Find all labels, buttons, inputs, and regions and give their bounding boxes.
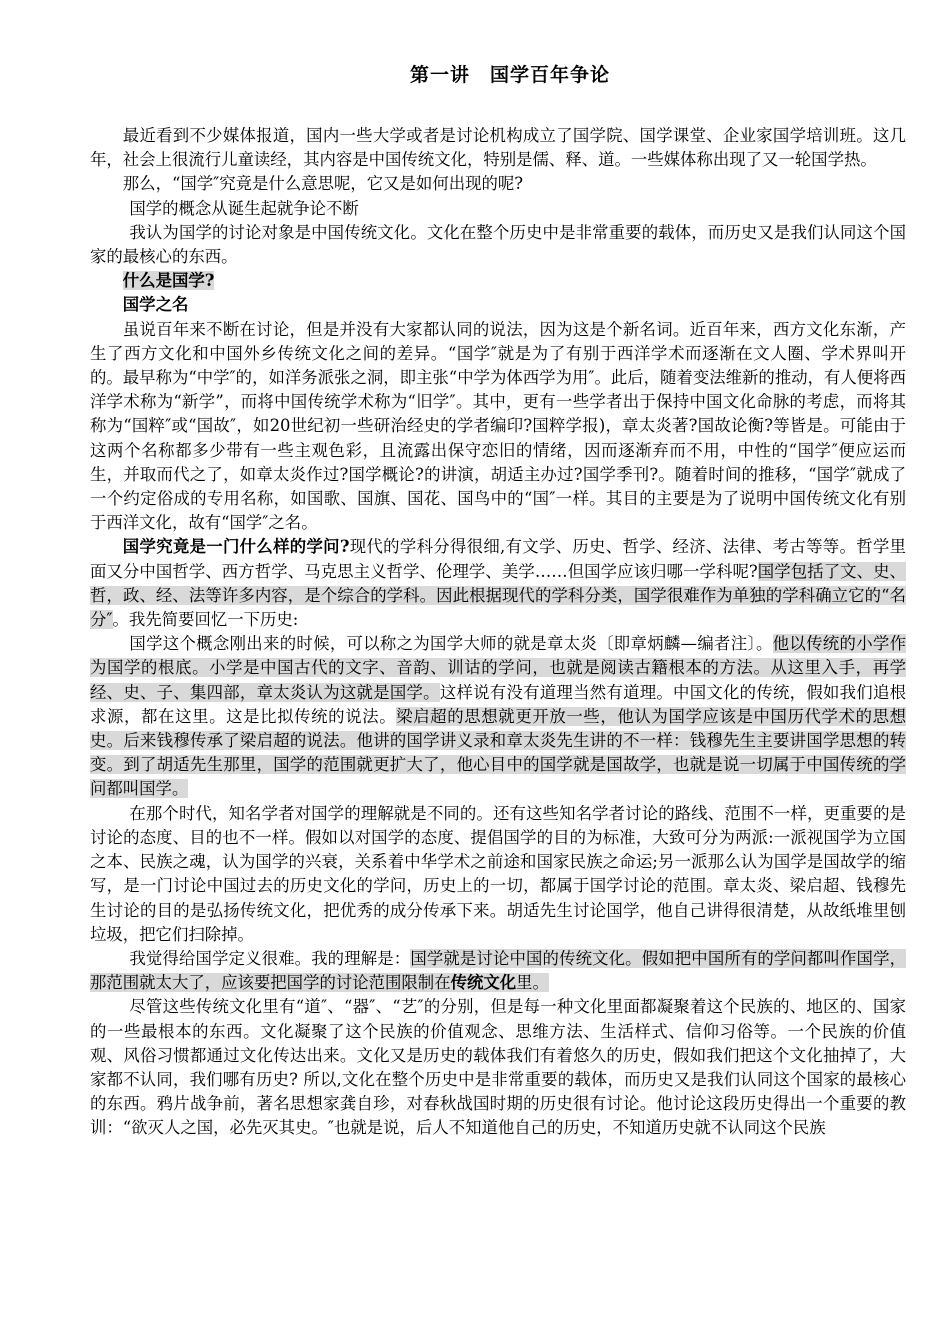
paragraph-6-text-a: 现代的学科分得很细,有文学、历史、哲学、经济、法律、考古等等。哲学里面又分中国哲学、西方哲学、马克思主义哲学、伦理学、美学……但国学应该归哪一学科呢? (90, 537, 906, 581)
section-heading-text: 什么是国学? (122, 271, 215, 291)
paragraph-8: 在那个时代，知名学者对国学的理解就是不同的。还有这些知名学者讨论的路线、范围不一样，更重要的是讨论的态度、目的也不一样。假如以对国学的态度、提倡国学的目的为标准，大致可分为两派:一派视国学为立国之本、民族之魂，认为国学的兴衰，关系着中华学术之前途和国家民族之命运;另一派那么认为国学是国故学的缩写，是一门讨论中国过去的历史文化的学问，历史上的一切，都属于国学讨论的范围。章太炎、梁启超、钱穆先生讨论的目的是弘扬传统文化，把优秀的成分传承下来。胡适先生讨论国学，他自己讲得很清楚，从故纸堆里刨垃圾，把它们扫除掉。 (90, 803, 906, 944)
paragraph-6-lead: 国学究竟是一门什么样的学问? (122, 537, 350, 557)
paragraph-1: 最近看到不少媒体报道，国内一些大学或者是讨论机构成立了国学院、国学课堂、企业家国学培训班。这几年，社会上很流行儿童读经，其内容是中国传统文化，特别是儒、释、道。一些媒体称出现了又一轮国学热。 (90, 126, 906, 170)
paragraph-7-text-a: 国学这个概念刚出来的时候，可以称之为国学大师的就是章太炎〔即章炳麟—编者注〕。 (129, 634, 773, 654)
paragraph-9-text-a: 我觉得给国学定义很难。我的理解是： (129, 948, 411, 968)
section-heading-what-is-guoxue (90, 269, 906, 293)
paragraph-2: 那么，“国学″究竟是什么意思呢，它又是如何出现的呢? (122, 174, 524, 194)
paragraph-6 (90, 535, 906, 632)
paragraph-9-highlight-end: 里。 (516, 973, 549, 993)
paragraph-9-highlight-bold: 传统文化 (450, 973, 517, 993)
paragraph-7-highlight-1: 他以传统的小学作为国学的根底。小学是中国古代的文字、音韵、训诂的学问，也就是阅读古籍根本的方法。从这里入手，再学经、史、子、集四部，章太炎认为这就是国学。 (90, 634, 906, 702)
paragraph-5: 虽说百年来不断在讨论，但是并没有大家都认同的说法，因为这是个新名词。近百年来，西方文化东渐，产生了西方文化和中国外乡传统文化之间的差异。“国学″就是为了有别于西洋学术而逐渐在文人圈、学术界叫开的。最早称为“中学″的，如洋务派张之洞，即主张“中学为体西学为用″。此后，随着变法维新的推动，有人便将西洋学术称为“新学”，而将中国传统学术称为“旧学″。其中，更有一些学者出于保持中国文化命脉的考虑，而将其称为“国粹″或“国故″，如20世纪初一些研治经史的学者编印?国粹学报)，章太炎著?国故论衡?等皆是。可能由于这两个名称都多少带有一些主观色彩，且流露出保守恋旧的情绪，因而逐渐弃而不用，中性的“国学″便应运而生，并取而代之了，如章太炎作过?国学概论?的讲演，胡适主办过?国学季刊?。随着时间的推移，“国学″就成了一个约定俗成的专用名称，如国歌、国旗、国花、国鸟中的“国″一样。其目的主要是为了说明中国传统文化有别于西洋文化，故有“国学″之名。 (90, 319, 906, 533)
paragraph-7-text-b: 这样说有没有道理当然有道理。中国文化的传统，假如我们追根求源，都在这里。这是比拟传统的说法。 (90, 682, 906, 726)
subsection-heading-name: 国学之名 (122, 295, 189, 315)
paragraph-3: 国学的概念从诞生起就争论不断 (129, 198, 359, 218)
paragraph-6-highlight: 国学包括了文、史、哲，政、经、法等许多内容，是个综合的学科。因此根据现代的学科分类，国学很难作为单独的学科确立它的“名分″ (90, 561, 906, 630)
paragraph-10: 尽管这些传统文化里有“道″、“器″、“艺″的分别，但是每一种文化里面都凝聚着这个民族的、地区的、国家的一些最根本的东西。文化凝聚了这个民族的价值观念、思维方法、生活样式、信仰习俗等。一个民族的价值观、风俗习惯都通过文化传达出来。文化又是历史的载体我们有着悠久的历史，假如我们把这个文化抽掉了，大家都不认同，我们哪有历史? 所以,文化在整个历史中是非常重要的载体，而历史又是我们认同这个国家的最核心的东西。鸦片战争前，著名思想家龚自珍，对春秋战国时期的历史很有讨论。他讨论这段历史得出一个重要的教训：“欲灭人之国，必先灭其史。″也就是说，后人不知道他自己的历史，不知道历史就不认同这个民族 (90, 997, 906, 1138)
paragraph-4: 我认为国学的讨论对象是中国传统文化。文化在整个历史中是非常重要的载体，而历史又是我们认同这个国家的最核心的东西。 (90, 222, 906, 267)
paragraph-9 (90, 947, 906, 995)
paragraph-9-highlight-text: 国学就是讨论中国的传统文化。假如把中国所有的学问都叫作国学，那范围就太大了，应该要把国学的讨论范围限制在 (90, 948, 907, 993)
paragraph-6-text-b: 。我先简要回忆一下历史: (112, 610, 299, 630)
page-title: 第一讲 国学百年争论 (409, 64, 610, 86)
paragraph-7-highlight-2: 梁启超的思想就更开放一些，他认为国学应该是中国历代学术的思想史。后来钱穆传承了梁启超的说法。他讲的国学讲义录和章太炎先生讲的不一样：钱穆先生主要讲国学思想的转变。到了胡适先生那里，国学的范围就更扩大了，他心目中的国学就是国故学，也就是说一切属于中国传统的学问都叫国学。 (90, 706, 906, 799)
paragraph-7 (90, 632, 906, 801)
